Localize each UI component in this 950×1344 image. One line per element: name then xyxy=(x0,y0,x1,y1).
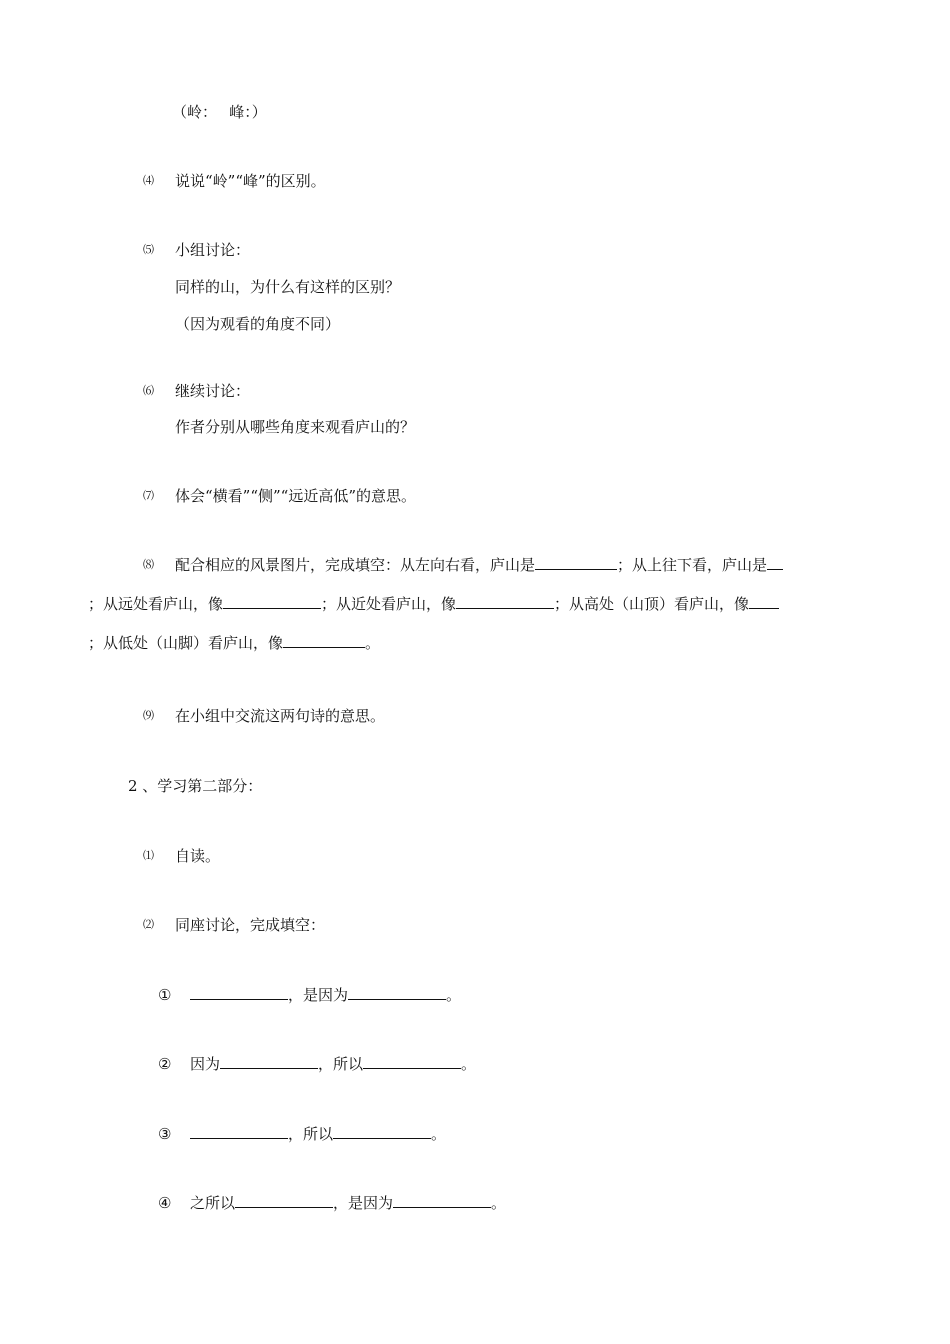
blank-field[interactable] xyxy=(393,1193,491,1208)
blank-field[interactable] xyxy=(235,1193,333,1208)
blank-field[interactable] xyxy=(190,1124,288,1139)
item-number: ⑸ xyxy=(143,243,154,256)
item-number: ⑺ xyxy=(143,489,154,502)
item-number: ⑷ xyxy=(143,174,154,187)
item-subtext: （因为观看的角度不同） xyxy=(175,315,341,333)
blank-field[interactable] xyxy=(283,633,365,648)
item-number: ⑴ xyxy=(143,849,154,862)
blank-field[interactable] xyxy=(223,594,321,609)
item-text: 小组讨论： xyxy=(175,241,251,259)
circled-number: ④ xyxy=(158,1194,172,1212)
item-number: ⑵ xyxy=(143,918,154,931)
item-text: 同座讨论，完成填空： xyxy=(175,916,326,934)
item-text: 体会“横看”“侧”“远近高低”的意思。 xyxy=(175,487,417,505)
item-number: ⑻ xyxy=(143,558,154,571)
circled-number: ① xyxy=(158,986,172,1004)
fill-line-2: ；从远处看庐山，像 ；从近处看庐山，像 ；从高处（山顶）看庐山，像 xyxy=(88,594,779,614)
blank-field[interactable] xyxy=(348,985,446,1000)
fill-sentence: ，所以 。 xyxy=(190,1124,446,1144)
blank-field[interactable] xyxy=(363,1054,461,1069)
circled-number: ③ xyxy=(158,1125,172,1143)
section-heading: 2 、学习第二部分： xyxy=(128,777,263,795)
fill-line-1: 配合相应的风景图片，完成填空：从左向右看，庐山是 ；从上往下看，庐山是 xyxy=(175,555,783,575)
item-text: 说说“岭”“峰”的区别。 xyxy=(175,172,326,190)
fill-sentence: ，是因为 。 xyxy=(190,985,461,1005)
blank-field[interactable] xyxy=(456,594,554,609)
circled-number: ② xyxy=(158,1055,172,1073)
item-subtext: 同样的山，为什么有这样的区别？ xyxy=(175,278,401,296)
fill-sentence: 因为 ，所以 。 xyxy=(190,1055,477,1073)
blank-field[interactable] xyxy=(333,1124,431,1139)
item-number: ⑹ xyxy=(143,384,154,397)
item-text: 自读。 xyxy=(175,847,221,865)
item-number: ⑼ xyxy=(143,709,154,722)
blank-field[interactable] xyxy=(220,1054,318,1069)
blank-field[interactable] xyxy=(749,594,779,609)
blank-field[interactable] xyxy=(767,555,783,570)
blank-field[interactable] xyxy=(535,555,617,570)
blank-field[interactable] xyxy=(190,985,288,1000)
top-note: （岭： 峰：） xyxy=(172,103,267,121)
item-text: 继续讨论： xyxy=(175,382,251,400)
item-text: 在小组中交流这两句诗的意思。 xyxy=(175,707,386,725)
fill-sentence: 之所以 ，是因为 。 xyxy=(190,1194,507,1212)
fill-line-3: ；从低处（山脚）看庐山，像 。 xyxy=(88,634,381,652)
item-subtext: 作者分别从哪些角度来观看庐山的？ xyxy=(175,418,416,436)
